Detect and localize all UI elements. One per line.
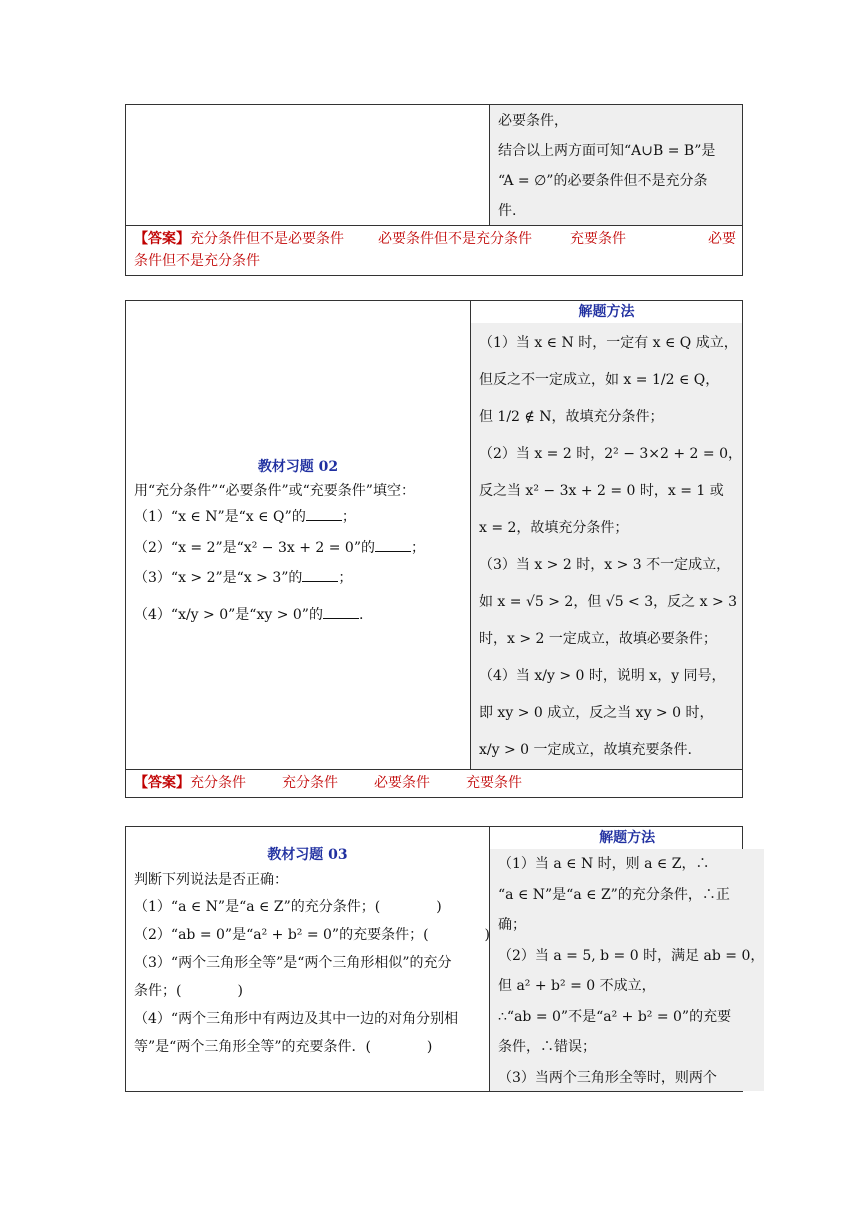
method-title: 解题方法 [599, 830, 656, 846]
question-cell [126, 827, 490, 1091]
solution-line: 反之当 x² − 3x + 2 = 0 时，x = 1 或 [478, 483, 724, 499]
solution-line: 如 x = √5 > 2，但 √5 < 3，反之 x > 3 [478, 594, 738, 610]
solution-line: （1）当 x ∈ N 时，一定有 x ∈ Q 成立， [478, 335, 738, 351]
solution-line: 条件，∴错误； [498, 1039, 596, 1055]
question-item: 等”是“两个三角形全等”的充要条件．( ) [134, 1039, 433, 1055]
question-item: （4）“两个三角形中有两边及其中一边的对角分别相 [134, 1011, 459, 1027]
answer-1: 充分条件但不是必要条件 [190, 231, 344, 247]
table-2 [125, 300, 743, 798]
answer-4-part2: 条件但不是充分条件 [134, 253, 260, 269]
question-item: 条件；( ) [134, 983, 243, 999]
solution-line: （1）当 a ∈ N 时，则 a ∈ Z，∴ [498, 856, 710, 872]
solution-cell [471, 301, 742, 769]
exercise-title: 教材习题 03 [267, 847, 348, 863]
solution-line: x = 2，故填充分条件； [478, 520, 629, 536]
answer-3: 充要条件 [570, 231, 626, 247]
question-item: （2）“ab = 0”是“a² + b² = 0”的充要条件；( ) [134, 927, 491, 943]
table-1 [125, 104, 743, 276]
question-cell [126, 301, 471, 769]
question-item: （3）“两个三角形全等”是“两个三角形相似”的充分 [134, 955, 452, 971]
method-title: 解题方法 [578, 304, 635, 320]
solution-cell [490, 105, 742, 225]
answer-4-part1: 必要 [708, 231, 736, 247]
question-item: （1）“a ∈ N”是“a ∈ Z”的充分条件；( ) [134, 899, 442, 915]
solution-line: 但 a² + b² = 0 不成立， [498, 978, 656, 994]
solution-line: （3）当 x > 2 时，x > 3 不一定成立， [478, 557, 731, 573]
exercise-title: 教材习题 02 [257, 459, 339, 475]
solution-line: （2）当 x = 2 时，2² − 3×2 + 2 = 0， [478, 446, 742, 462]
solution-line: 确； [498, 917, 526, 933]
solution-line: 时，x > 2 一定成立，故填必要条件； [478, 631, 717, 647]
table-3 [125, 826, 765, 1092]
solution-line: ∴“ab = 0”不是“a² + b² = 0”的充要 [498, 1008, 732, 1025]
answer-1: 充分条件 [190, 775, 246, 791]
solution-line: “a ∈ N”是“a ∈ Z”的充分条件，∴正 [498, 886, 730, 903]
solution-cell [490, 827, 764, 1091]
answer-tag: 【答案】 [134, 775, 190, 791]
answer-2: 必要条件但不是充分条件 [378, 231, 532, 247]
answer-tag: 【答案】 [134, 231, 190, 247]
solution-line: 必要条件， [498, 113, 568, 129]
solution-line: 但 1/2 ∉ N，故填充分条件； [478, 409, 664, 425]
question-item: （4）“x/y > 0”是“xy > 0”的 . [134, 607, 364, 623]
question-item: （3）“x > 2”是“x > 3”的 ； [134, 570, 353, 586]
answer-row [126, 225, 742, 275]
solution-line: （3）当两个三角形全等时，则两个 [498, 1069, 717, 1086]
question-cell-empty [126, 105, 490, 225]
solution-line: 即 xy > 0 成立，反之当 xy > 0 时， [478, 705, 714, 721]
answer-3: 必要条件 [374, 775, 430, 791]
exercise-intro: 判断下列说法是否正确： [134, 872, 288, 888]
exercise-intro: 用“充分条件”“必要条件”或“充要条件”填空： [134, 483, 415, 499]
answer-4: 充要条件 [466, 775, 522, 791]
answer-2: 充分条件 [282, 775, 338, 791]
question-item: （2）“x = 2”是“x² − 3x + 2 = 0”的 ； [134, 540, 425, 556]
solution-line: 件. [498, 203, 517, 219]
answer-row [126, 769, 742, 797]
solution-line: “A = ∅”的必要条件但不是充分条 [498, 173, 708, 189]
solution-line: 但反之不一定成立，如 x = 1/2 ∈ Q， [478, 372, 720, 388]
solution-line: （4）当 x/y > 0 时，说明 x，y 同号， [478, 668, 726, 684]
solution-line: （2）当 a = 5, b = 0 时，满足 ab = 0， [498, 947, 765, 964]
question-item: （1）“x ∈ N”是“x ∈ Q”的 ； [134, 509, 356, 525]
solution-line: x/y > 0 一定成立，故填充要条件. [478, 742, 692, 758]
solution-line: 结合以上两方面可知“A∪B = B”是 [498, 143, 716, 159]
